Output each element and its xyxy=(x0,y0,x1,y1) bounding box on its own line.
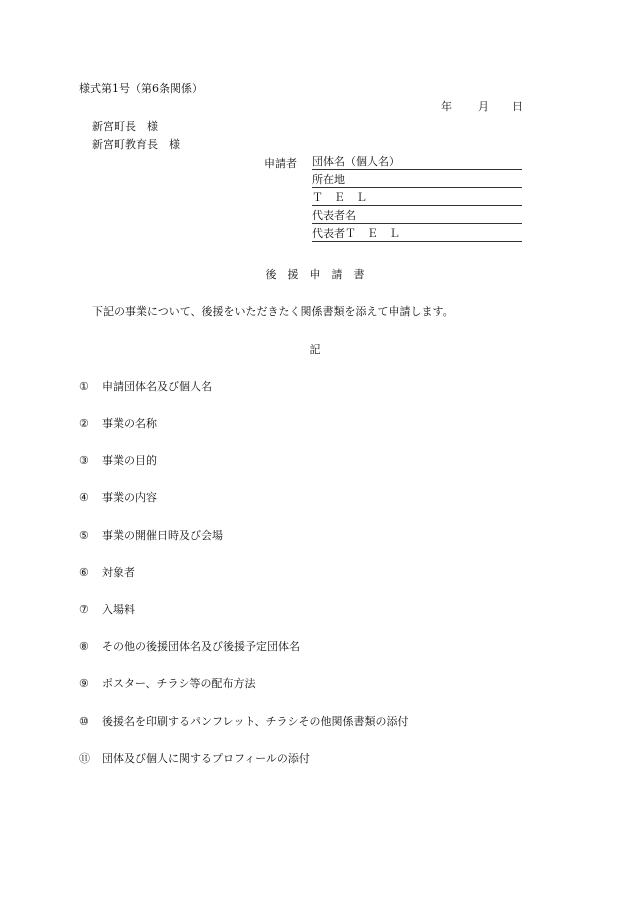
applicant-field-label: 団体名（個人名） xyxy=(312,154,400,168)
item-number: ⑥ xyxy=(79,566,89,579)
list-item xyxy=(79,454,157,467)
item-text: 事業の名称 xyxy=(102,417,157,430)
item-number: ⑤ xyxy=(79,529,89,542)
list-item xyxy=(79,566,135,579)
list-item xyxy=(79,529,223,542)
item-text: 対象者 xyxy=(102,566,135,579)
applicant-field-label: Ｔ Ｅ Ｌ xyxy=(312,190,367,204)
ki-heading: 記 xyxy=(309,343,321,356)
intro-paragraph: 下記の事業について、後援をいただきたく関係書類を添えて申請します。 xyxy=(92,305,454,318)
item-number: ③ xyxy=(79,454,89,467)
list-item xyxy=(79,491,157,504)
applicant-field-label: 代表者Ｔ Ｅ Ｌ xyxy=(312,226,400,240)
list-item xyxy=(79,715,408,728)
item-text: 事業の内容 xyxy=(102,491,157,504)
item-text: 団体及び個人に関するプロフィールの添付 xyxy=(102,752,310,765)
list-item xyxy=(79,677,256,690)
applicant-field-representative-name[interactable] xyxy=(312,207,522,224)
applicant-field-tel[interactable] xyxy=(312,189,522,206)
date-year-label: 年 xyxy=(441,100,452,113)
item-number: ⑦ xyxy=(79,603,89,616)
item-text: 事業の開催日時及び会場 xyxy=(102,529,223,542)
item-text: 入場料 xyxy=(102,603,135,616)
recipient-education-superintendent: 新宮町教育長 様 xyxy=(92,138,180,151)
applicant-label: 申請者 xyxy=(264,157,297,170)
item-text: 事業の目的 xyxy=(102,454,157,467)
recipient-mayor: 新宮町長 様 xyxy=(92,120,158,133)
item-number: ⑧ xyxy=(79,640,89,653)
applicant-field-address[interactable] xyxy=(312,171,522,188)
applicant-field-label: 代表者名 xyxy=(312,208,356,222)
item-text: ポスター、チラシ等の配布方法 xyxy=(102,677,256,690)
applicant-field-representative-tel[interactable] xyxy=(312,225,522,242)
item-text: 後援名を印刷するパンフレット、チラシその他関係書類の添付 xyxy=(102,715,409,728)
item-number: ⑨ xyxy=(79,677,89,690)
date-day-label: 日 xyxy=(512,100,523,113)
applicant-field-organization-name[interactable] xyxy=(312,153,522,170)
list-item xyxy=(79,640,300,653)
item-number: ⑩ xyxy=(79,715,89,728)
item-number: ④ xyxy=(79,491,89,504)
item-text: 申請団体名及び個人名 xyxy=(102,380,212,393)
list-item xyxy=(79,752,310,765)
item-number: ② xyxy=(79,417,89,430)
form-number: 様式第1号（第6条関係） xyxy=(79,82,203,95)
applicant-field-label: 所在地 xyxy=(312,172,345,186)
document-title: 後 援 申 請 書 xyxy=(265,268,365,281)
item-number: ⑪ xyxy=(79,752,90,765)
date-month-label: 月 xyxy=(478,100,489,113)
list-item xyxy=(79,603,135,616)
item-text: その他の後援団体名及び後援予定団体名 xyxy=(102,640,300,653)
item-number: ① xyxy=(79,380,89,393)
list-item xyxy=(79,417,157,430)
list-item xyxy=(79,380,212,393)
